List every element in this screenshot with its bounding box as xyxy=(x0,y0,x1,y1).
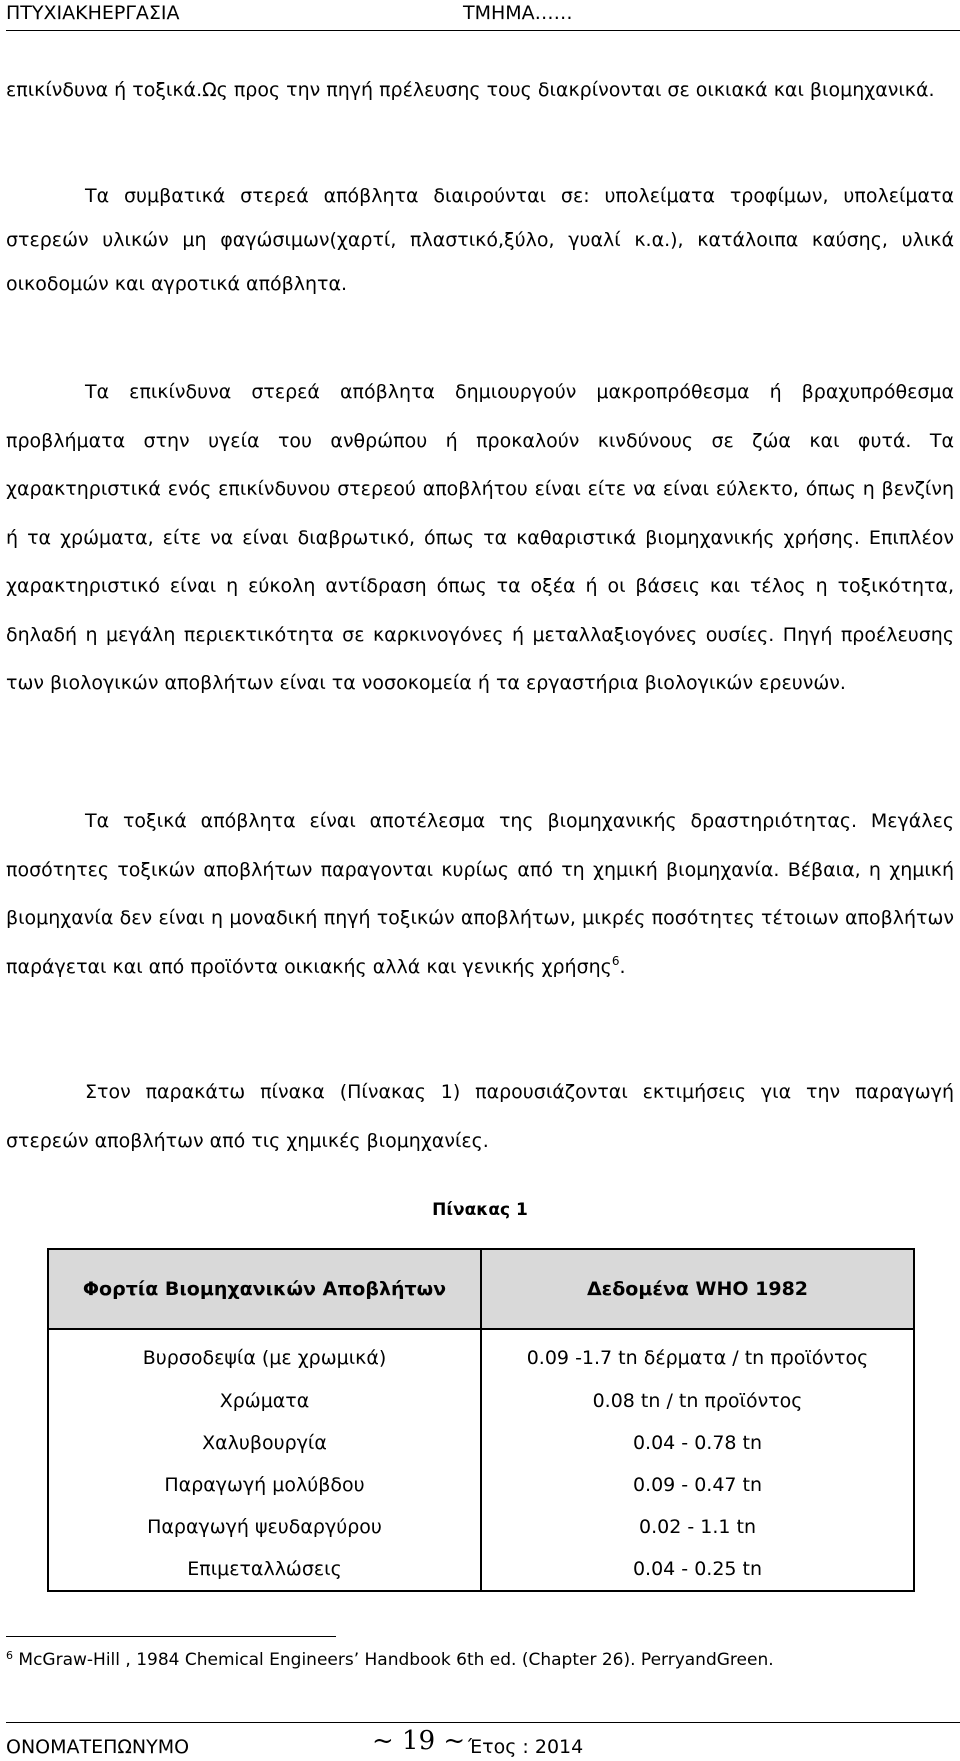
footnote-text: McGraw-Hill , 1984 Chemical Engineers’ Handbook 6th ed. (Chapter 26). PerryandGreen. xyxy=(13,1650,774,1670)
table-row xyxy=(48,1464,914,1506)
footer-year: Έτος : 2014 xyxy=(468,1736,584,1758)
footnote-reference: 6 xyxy=(611,953,620,968)
header-department: ΤΜΗΜΑ…… xyxy=(463,2,573,24)
paragraph-1: επικίνδυνα ή τοξικά.Ως προς την πηγή πρέλευσης τους διακρίνονται σε οικιακά και βιομηχανικά. xyxy=(6,79,935,101)
table-cell: Παραγωγή μολύβδου xyxy=(48,1464,481,1506)
paragraph-2: Τα συμβατικά στερεά απόβλητα διαιρούνται σε: υπολείματα τροφίμων, υπολείματα στερεών υλικών μη φαγώσιμων(χαρτί, πλαστικό,ξύλο, γυαλί κ.α.), κατάλοιπα καύσης, υλικά οικοδομών και αγροτικά απόβλητα. xyxy=(6,185,954,295)
table-row xyxy=(48,1422,914,1464)
table-cell: Παραγωγή ψευδαργύρου xyxy=(48,1506,481,1548)
table-row xyxy=(48,1548,914,1591)
header-rule xyxy=(6,30,960,31)
table-cell: Χρώματα xyxy=(48,1380,481,1422)
paragraph-5: Στον παρακάτω πίνακα (Πίνακας 1) παρουσιάζονται εκτιμήσεις για την παραγωγή στερεών αποβλήτων από τις χημικές βιομηχανίες. xyxy=(6,1081,954,1152)
table-row xyxy=(48,1506,914,1548)
footer-rule xyxy=(6,1722,960,1723)
table-header-who: Δεδομένα WHO 1982 xyxy=(481,1249,914,1329)
table-cell: Χαλυβουργία xyxy=(48,1422,481,1464)
table-header-row xyxy=(48,1249,914,1329)
paragraph-4-end: . xyxy=(619,955,626,978)
page-number: ~ 19 ~ xyxy=(372,1726,466,1756)
waste-table xyxy=(47,1248,915,1592)
paragraph-4 xyxy=(6,797,954,993)
footnote-number: 6 xyxy=(6,1649,13,1662)
header-title: ΠΤΥΧΙΑΚΗΕΡΓΑΣΙΑ xyxy=(6,2,180,24)
table-row xyxy=(48,1380,914,1422)
table-row xyxy=(48,1329,914,1380)
table-cell: 0.09 -1.7 tn δέρματα / tn προϊόντος xyxy=(481,1329,914,1380)
table-cell: 0.04 - 0.78 tn xyxy=(481,1422,914,1464)
footnote-separator xyxy=(6,1636,336,1637)
footer-name: ΟΝΟΜΑΤΕΠΩΝΥΜΟ xyxy=(6,1736,190,1758)
footnote xyxy=(6,1650,774,1670)
table-cell: 0.02 - 1.1 tn xyxy=(481,1506,914,1548)
table-cell: 0.04 - 0.25 tn xyxy=(481,1548,914,1591)
table-cell: Επιμεταλλώσεις xyxy=(48,1548,481,1591)
paragraph-3: Τα επικίνδυνα στερεά απόβλητα δημιουργούν μακροπρόθεσμα ή βραχυπρόθεσμα προβλήματα στην υγεία του ανθρώπου ή προκαλούν κινδύνους σε ζώα και φυτά. Τα χαρακτηριστικά ενός επικίνδυνου στερεού αποβλήτου είναι είτε να είναι εύλεκτο, όπως η βενζίνη ή τα χρώματα, είτε να είναι διαβρωτικό, όπως τα καθαριστικά βιομηχανικής χρήσης. Επιπλέον χαρακτηριστικό είναι η εύκολη αντίδραση όπως τα οξέα ή οι βάσεις και τέλος η τοξικότητα, δηλαδή η μεγάλη περιεκτικότητα σε καρκινογόνες ή μεταλλαξιογόνες ουσίες. Πηγή προέλευσης των βιολογικών αποβλήτων είναι τα νοσοκομεία ή τα εργαστήρια βιολογικών ερευνών. xyxy=(6,381,954,694)
table-header-loads: Φορτία Βιομηχανικών Αποβλήτων xyxy=(48,1249,481,1329)
table-cell: Βυρσοδεψία (με χρωμικά) xyxy=(48,1329,481,1380)
table-caption: Πίνακας 1 xyxy=(432,1200,528,1220)
page-header xyxy=(0,0,960,42)
table-cell: 0.09 - 0.47 tn xyxy=(481,1464,914,1506)
paragraph-4-text: Τα τοξικά απόβλητα είναι αποτέλεσμα της βιομηχανικής δραστηριότητας. Μεγάλες ποσότητες τοξικών αποβλήτων παραγονται κυρίως από τη χημική βιομηχανία. Βέβαια, η χημική βιομηχανία δεν είναι η μοναδική πηγή τοξικών αποβλήτων, μικρές ποσότητες τέτοιων αποβλήτων παράγεται και από προϊόντα οικιακής αλλά και γενικής χρήσης xyxy=(6,810,954,978)
table-cell: 0.08 tn / tn προϊόντος xyxy=(481,1380,914,1422)
